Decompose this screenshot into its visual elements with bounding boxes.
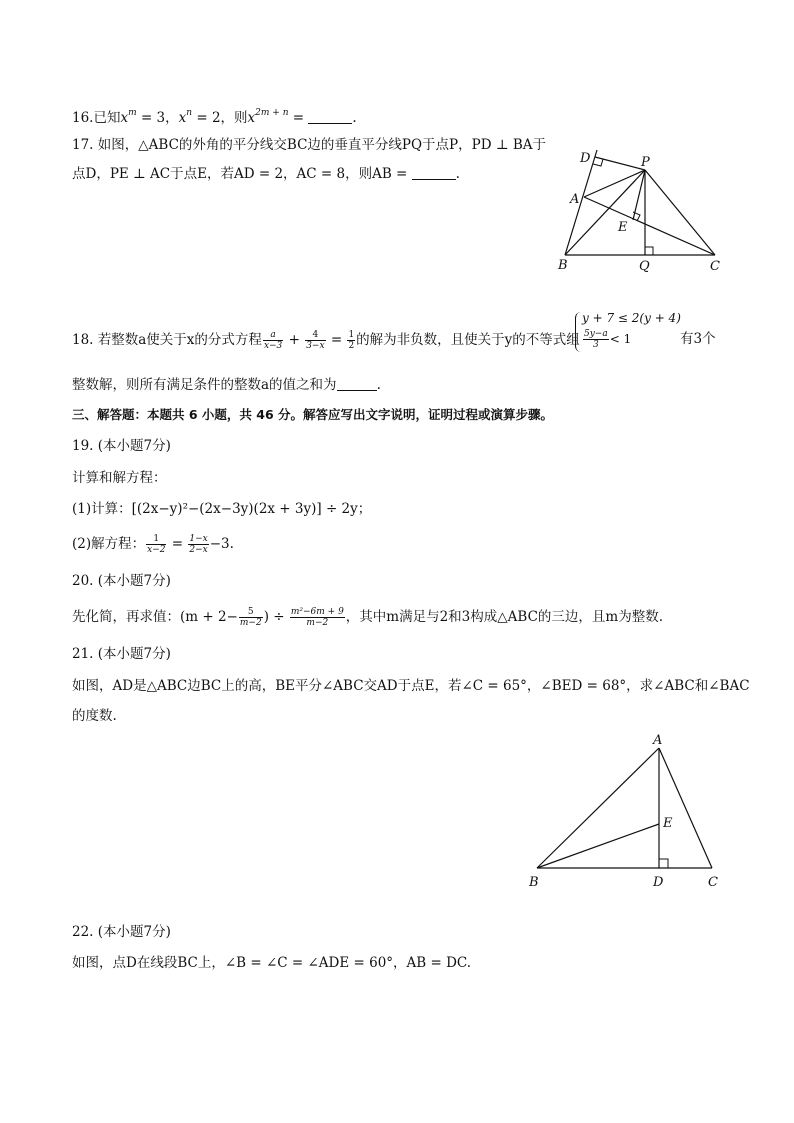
answer-blank (412, 167, 456, 180)
answer-blank (337, 378, 377, 391)
label-e: E (618, 220, 628, 235)
question-21-line1: 如图，AD是△ABC边BC上的高，BE平分∠ABC交AD于点E，若∠C = 65°，∠BED = 68°，求∠ABC和∠BAC (72, 678, 750, 694)
segment-ac (584, 197, 715, 255)
segment-pc (645, 170, 715, 255)
right-angle-q (645, 247, 653, 255)
question-22-line1: 如图，点D在线段BC上，∠B = ∠C = ∠ADE = 60°，AB = DC. (72, 955, 472, 971)
label-a: A (653, 733, 663, 748)
question-18-line2: 整数解，则所有满足条件的整数a的值之和为 . (72, 377, 381, 393)
question-19-part2: (2)解方程： $\frac{1}{x-2}$ = $\frac{1-x}{2-x}$ −3. (72, 534, 234, 555)
question-18-line1: 18. 若整数a使关于x的分式方程 $\frac{a}{x-3}$ + $\frac{4}{3-x}$ = $\frac{1}{2}$ 的解为非负数，且使关于y的不等式组 (72, 330, 580, 351)
section-3-heading: 三、解答题：本题共 6 小题，共 46 分。解答应写出文字说明，证明过程或演算步骤。 (72, 407, 554, 422)
question-21-head: 21. (本小题7分) (72, 646, 171, 662)
segment-pa (584, 170, 645, 197)
label-d: D (580, 151, 591, 166)
q21-figure (525, 730, 730, 895)
label-b: B (529, 875, 539, 890)
question-19-head: 19. (本小题7分) (72, 438, 171, 454)
label-d: D (653, 875, 664, 890)
question-16: 16.已知$x^m = 3$，$x^n = 2$，则$x^{2m + n}$ = . (72, 108, 357, 126)
answer-blank (308, 111, 352, 124)
question-21-line2: 的度数. (72, 708, 117, 724)
segment-ac (659, 748, 712, 868)
system-ineq-1: y + 7 ≤ 2(y + 4) (582, 311, 681, 325)
label-c: C (710, 259, 720, 274)
label-q: Q (639, 259, 650, 274)
question-17-line1: 17. 如图，△ABC的外角的平分线交BC边的垂直平分线PQ于点P，PD ⊥ BA于 (72, 137, 546, 153)
question-22-head: 22. (本小题7分) (72, 924, 171, 940)
q17-figure (555, 145, 735, 280)
label-e: E (663, 816, 673, 831)
question-19-intro: 计算和解方程： (72, 470, 167, 486)
label-c: C (708, 875, 718, 890)
segment-be (537, 824, 659, 868)
question-20-head: 20. (本小题7分) (72, 573, 171, 589)
question-17-line2: 点D，PE ⊥ AC于点E，若AD = 2，AC = 8，则AB = . (72, 166, 460, 182)
right-angle-d (659, 859, 668, 868)
label-a: A (570, 192, 580, 207)
label-p: P (641, 155, 650, 170)
system-ineq-2: $\frac{5y-a}{3}$ < 1 (584, 329, 632, 350)
segment-ab (537, 748, 659, 868)
question-18-tail: 有3个 (680, 331, 716, 347)
question-20-body: 先化简，再求值：(m + 2− $\frac{5}{m-2}$ ) ÷ $\frac{\text{m²−6m + 9}}{m-2}$ ，其中m满足与2和3构成△ABC的三边，且m为整数. (72, 607, 664, 628)
label-b: B (558, 258, 568, 273)
system-brace (575, 312, 581, 352)
question-19-part1: (1)计算：[(2x−y)²−(2x−3y)(2x + 3y)] ÷ 2y； (72, 501, 372, 517)
